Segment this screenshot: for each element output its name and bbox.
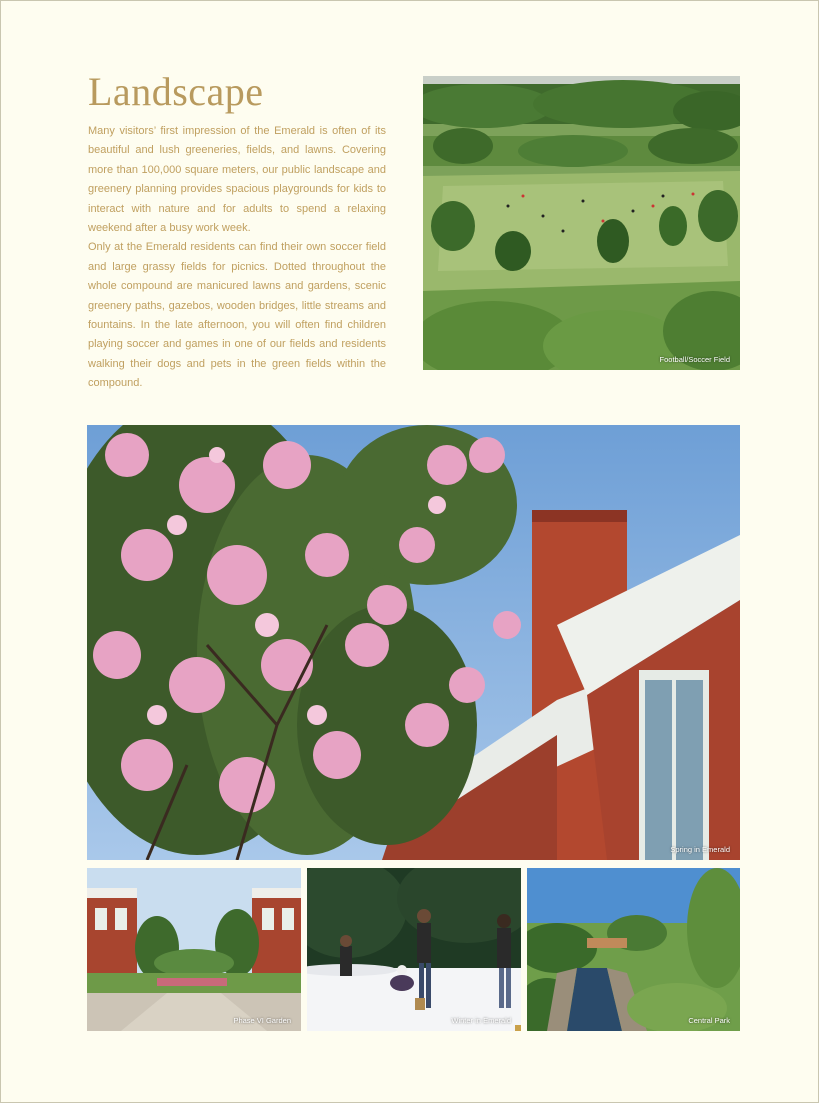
- intro-text: [88, 122, 386, 394]
- corner-mark: [515, 1025, 521, 1031]
- caption-winter: Winter in Emerald: [451, 1016, 511, 1025]
- photo-garden: [87, 868, 301, 1031]
- paragraph-2: Only at the Emerald residents can find their own soccer field and large grassy fields for picnics. Dotted throughout the whole compound are manicured lawns and gardens, scenic greenery paths, gazebos, wooden bridges, little streams and fountains. In the late afternoon, you will often find children playing soccer and games in one of our fields and residents walking their dogs and pets in the green fields within the compound.: [88, 241, 386, 390]
- photo-winter: [307, 868, 521, 1031]
- photo-soccer-field: [423, 76, 740, 370]
- paragraph-1: Many visitors’ first impression of the Emerald is often of its beautiful and lush greeneries, fields, and lawns. Covering more than 100,000 square meters, our public landscape and greenery planning provides spacious playgrounds for kids to interact with nature and for adults to spend a relaxing weekend after a busy work week.: [88, 125, 386, 235]
- caption-spring: Spring in Emerald: [670, 845, 730, 854]
- photo-spring: [87, 425, 740, 860]
- caption-garden: Phase VI Garden: [233, 1016, 291, 1025]
- photo-central-park: [527, 868, 740, 1031]
- caption-park: Central Park: [688, 1016, 730, 1025]
- caption-soccer: Football/Soccer Field: [659, 355, 730, 364]
- page-title: Landscape: [88, 69, 264, 114]
